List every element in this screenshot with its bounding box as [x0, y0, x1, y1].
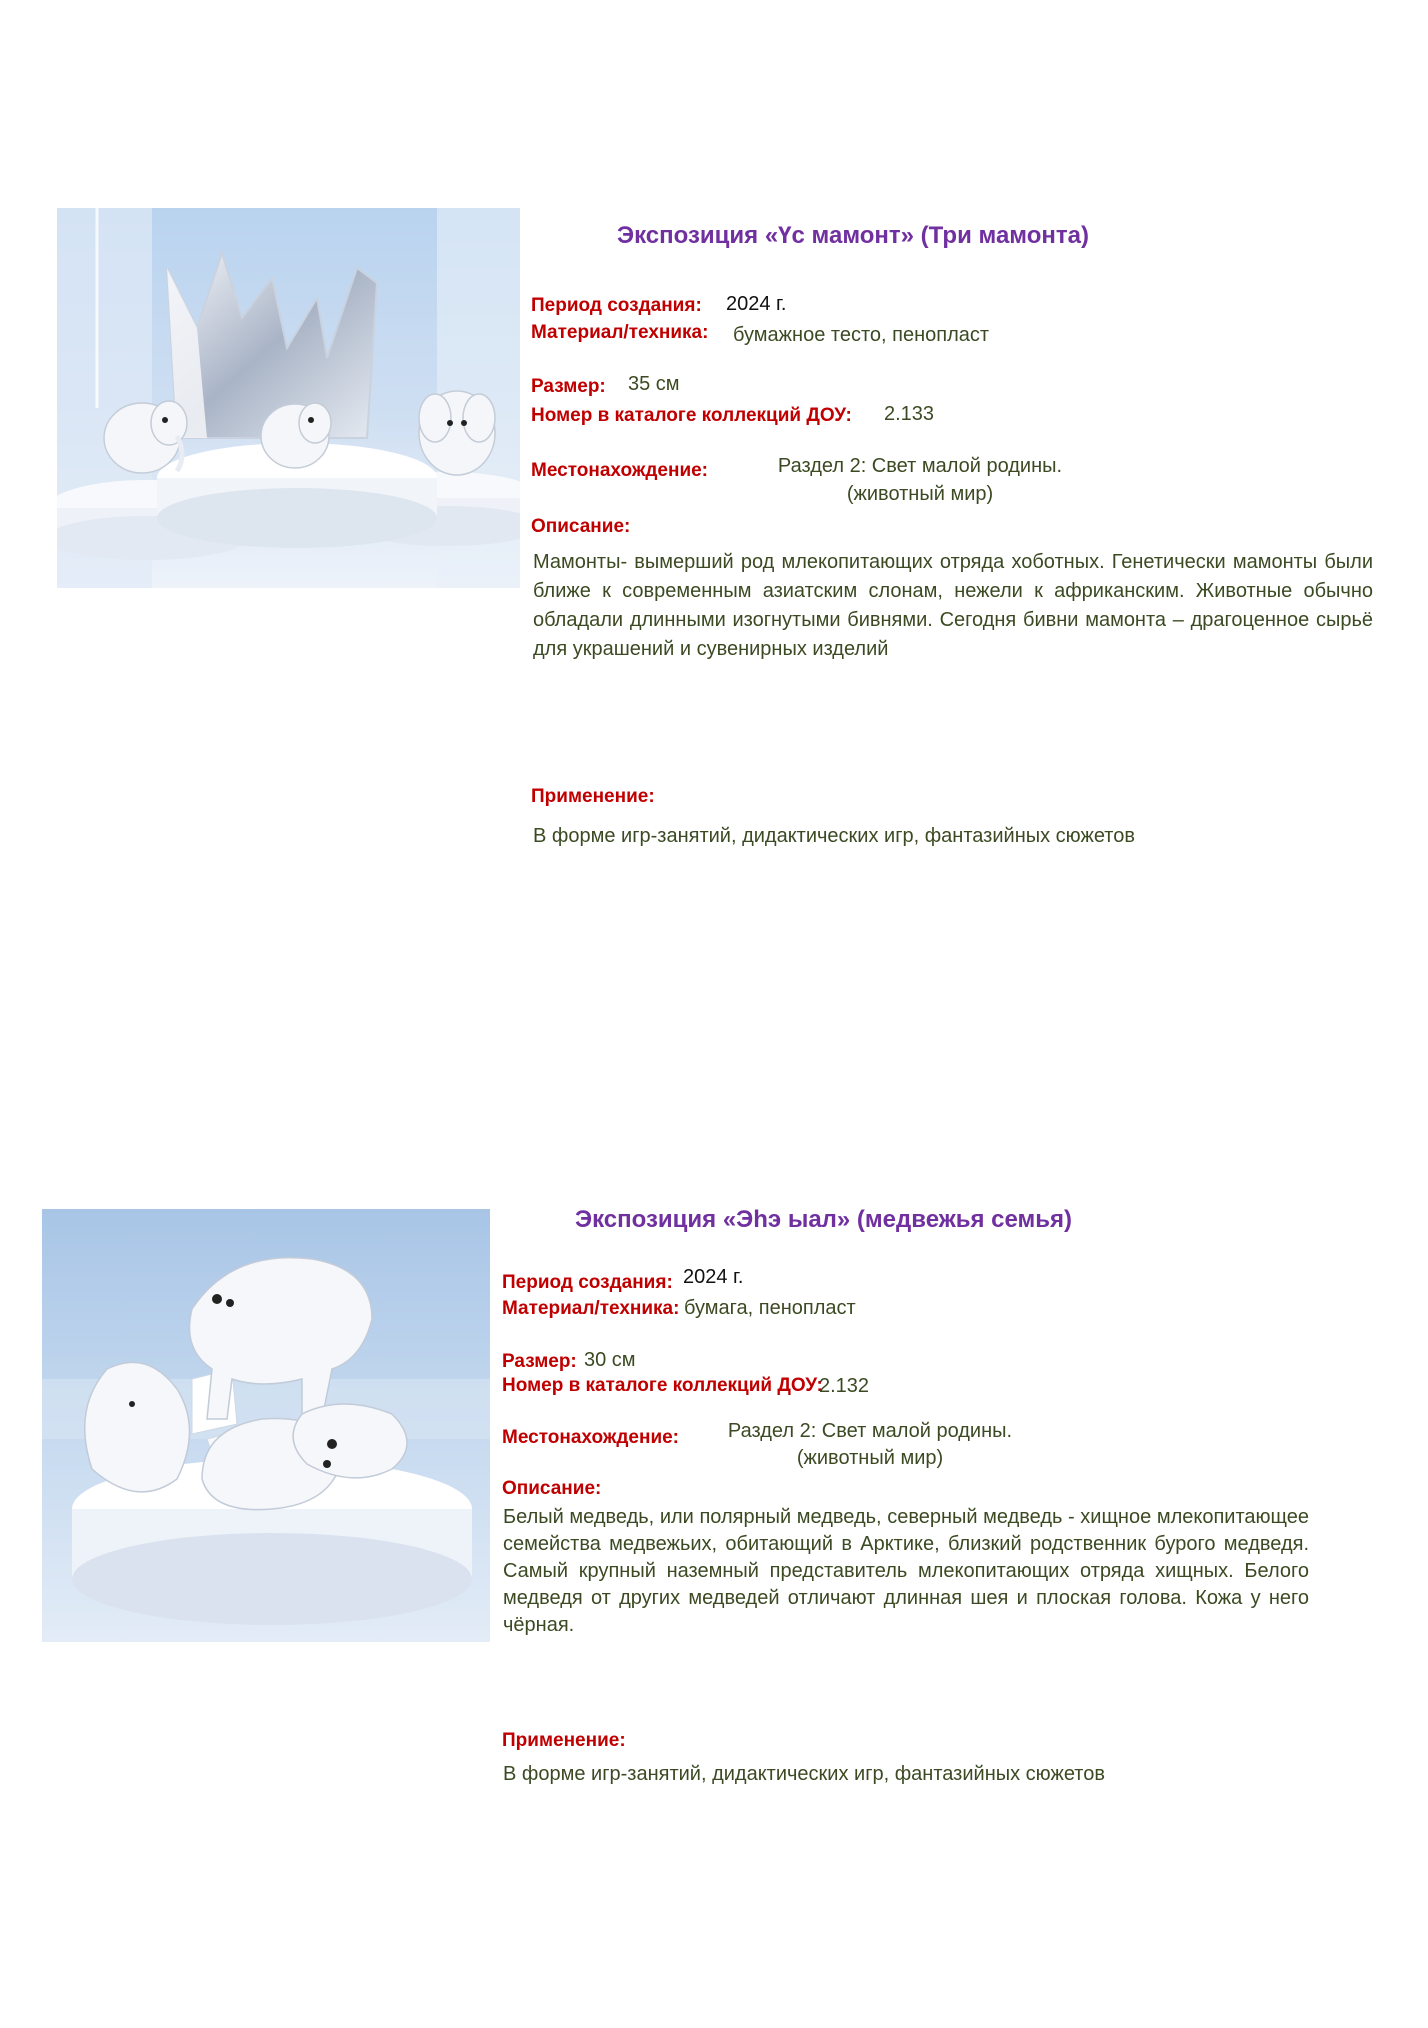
exhibit2-description: Белый медведь, или полярный медведь, северный медведь - хищное млекопитающее семейства медвежьих, обитающий в Арктике, близкий родственник бурого медведя. Самый крупный наземный представитель млекопитающих отряда хищных. Белого медведя от других медведей отличают длинная шея и плоская голова. Кожа у него чёрная. [503, 1506, 1309, 1636]
exhibit1-period-value: 2024 г. [726, 293, 787, 315]
exhibit2-description-label: Описание: [502, 1478, 602, 1499]
exhibit1-catalog-label: Номер в каталоге коллекций ДОУ: [531, 405, 852, 426]
exhibit2-catalog-value: 2.132 [819, 1375, 870, 1397]
exhibit1-location-line1: Раздел 2: Свет малой родины. [777, 455, 1063, 477]
exhibit1-size-value: 35 см [628, 373, 680, 395]
exhibit1-usage-label: Применение: [531, 786, 655, 807]
exhibit2-location-line1: Раздел 2: Свет малой родины. [727, 1420, 1013, 1442]
exhibit1-title: Экспозиция «Үс мамонт» (Три мамонта) [617, 222, 1089, 249]
exhibit2-period-value: 2024 г. [683, 1266, 744, 1288]
exhibit1-size-label: Размер: [531, 376, 606, 397]
exhibit2-material-value: бумага, пенопласт [684, 1297, 856, 1319]
exhibit2-usage-label: Применение: [502, 1730, 626, 1751]
exhibit2-location-label: Местонахождение: [502, 1427, 680, 1448]
exhibit1-location-label: Местонахождение: [531, 460, 709, 481]
exhibit1-material-value: бумажное тесто, пенопласт [733, 324, 990, 346]
exhibit1-location-line2: (животный мир) [846, 483, 994, 505]
exhibit2-material-label: Материал/техника: [502, 1298, 680, 1319]
exhibit2-size-label: Размер: [502, 1351, 577, 1372]
exhibit2-title: Экспозиция «Эһэ ыал» (медвежья семья) [575, 1206, 1073, 1233]
exhibit1-description: Мамонты- вымерший род млекопитающих отряда хоботных. Генетически мамонты были ближе к современным азиатским слонам, нежели к африканским. Животные обычно обладали длинными изогнутыми бивнями. Сегодня бивни мамонта – драгоценное сырьё для украшений и сувенирных изделий [533, 551, 1373, 660]
exhibit1-description-label: Описание: [531, 516, 631, 537]
exhibit2-catalog-label: Номер в каталоге коллекций ДОУ: [502, 1375, 823, 1396]
bears-photo [42, 1209, 490, 1642]
exhibit1-period-label: Период создания: [531, 295, 702, 316]
exhibit1-usage: В форме игр-занятий, дидактических игр, фантазийных сюжетов [533, 825, 1135, 847]
exhibit2-period-label: Период создания: [502, 1272, 673, 1293]
exhibit1-catalog-value: 2.133 [884, 403, 935, 425]
exhibit2-usage: В форме игр-занятий, дидактических игр, фантазийных сюжетов [503, 1763, 1105, 1785]
exhibit2-size-value: 30 см [584, 1349, 636, 1371]
exhibit1-material-label: Материал/техника: [531, 322, 709, 343]
exhibit2-location-line2: (животный мир) [796, 1447, 944, 1469]
mammoths-photo [57, 208, 520, 588]
